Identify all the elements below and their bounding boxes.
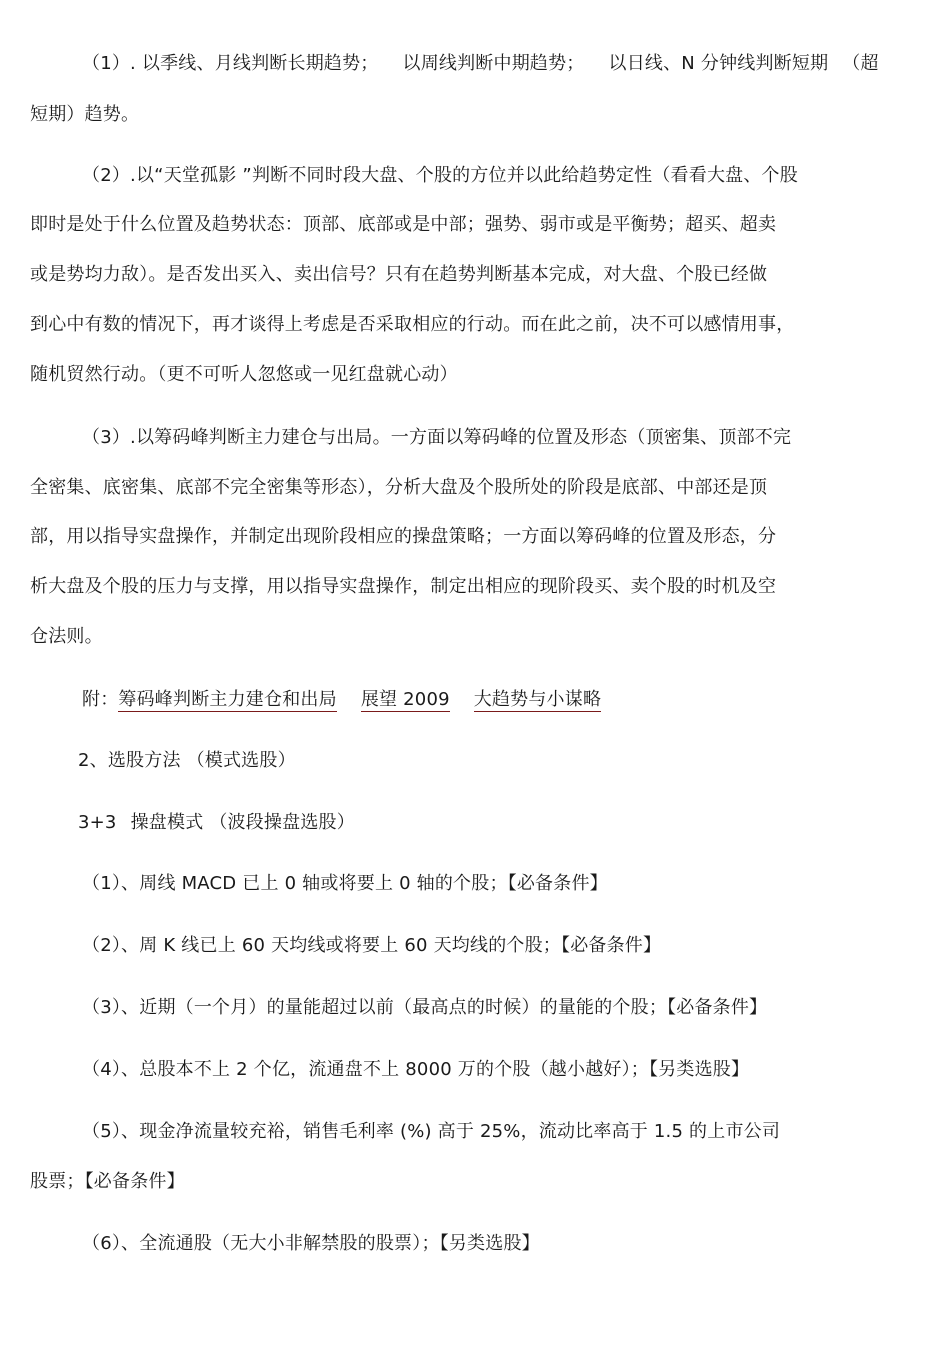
- paragraph-1-line-2: 短期）趋势。: [30, 104, 140, 125]
- section-2-mode: [78, 811, 355, 835]
- section-2-heading: 2、选股方法 （模式选股）: [78, 750, 296, 771]
- paragraph-1-seg-a: （1）. 以季线、月线判断长期趋势；: [82, 53, 379, 74]
- appendix-prefix: 附：: [82, 689, 119, 710]
- paragraph-3-line-5: 仓法则。: [30, 626, 103, 647]
- condition-5-line-2: 股票；【必备条件】: [30, 1171, 185, 1192]
- condition-2: （2）、周 K 线已上 60 天均线或将要上 60 天均线的个股；【必备条件】: [82, 935, 662, 956]
- appendix-row: [82, 688, 601, 712]
- condition-3: （3）、近期（一个月）的量能超过以前（最高点的时候）的量能的个股；【必备条件】: [82, 997, 768, 1018]
- mode-label-a: 3+3: [78, 812, 117, 833]
- condition-1: （1）、周线 MACD 已上 0 轴或将要上 0 轴的个股；【必备条件】: [82, 873, 608, 894]
- appendix-link-outlook-2009[interactable]: 展望 2009: [360, 689, 450, 710]
- condition-4: （4）、总股本不上 2 个亿，流通盘不上 8000 万的个股（越小越好）；【另类选股】: [82, 1059, 750, 1080]
- paragraph-2-line-4: 到心中有数的情况下，再才谈得上考虑是否采取相应的行动。而在此之前，决不可以感情用事，: [30, 314, 795, 335]
- paragraph-2-line-5: 随机贸然行动。（更不可听人忽悠或一见红盘就心动）: [30, 364, 458, 385]
- paragraph-1-line-1: [82, 52, 879, 76]
- paragraph-2-line-1: （2）.以“天堂孤影 ”判断不同时段大盘、个股的方位并以此给趋势定性（看看大盘、个股: [82, 165, 798, 186]
- appendix-link-big-trend[interactable]: 大趋势与小谋略: [473, 689, 602, 710]
- mode-label-b: 操盘模式 （波段操盘选股）: [130, 812, 355, 833]
- condition-5-line-1: （5）、现金净流量较充裕，销售毛利率 (%) 高于 25%，流动比率高于 1.5 的上市公司: [82, 1121, 781, 1142]
- appendix-link-chip-peak[interactable]: 筹码峰判断主力建仓和出局: [118, 689, 337, 710]
- condition-6: （6）、全流通股（无大小非解禁股的股票）；【另类选股】: [82, 1233, 540, 1254]
- paragraph-1-seg-c: 以日线、N 分钟线判断短期: [608, 53, 829, 74]
- paragraph-3-line-2: 全密集、底密集、底部不完全密集等形态），分析大盘及个股所处的阶段是底部、中部还是顶: [30, 477, 768, 498]
- paragraph-3-line-3: 部，用以指导实盘操作，并制定出现阶段相应的操盘策略；一方面以筹码峰的位置及形态，分: [30, 526, 777, 547]
- paragraph-3-line-1: （3）.以筹码峰判断主力建仓与出局。一方面以筹码峰的位置及形态（顶密集、顶部不完: [82, 427, 792, 448]
- paragraph-3-line-4: 析大盘及个股的压力与支撑，用以指导实盘操作，制定出相应的现阶段买、卖个股的时机及空: [30, 576, 777, 597]
- paragraph-2-line-3: 或是势均力敌）。是否发出买入、卖出信号？只有在趋势判断基本完成，对大盘、个股已经做: [30, 264, 768, 285]
- paragraph-2-line-2: 即时是处于什么位置及趋势状态：顶部、底部或是中部；强势、弱市或是平衡势；超买、超卖: [30, 214, 777, 235]
- paragraph-1-seg-d: （超: [842, 53, 879, 74]
- paragraph-1-seg-b: 以周线判断中期趋势；: [402, 53, 585, 74]
